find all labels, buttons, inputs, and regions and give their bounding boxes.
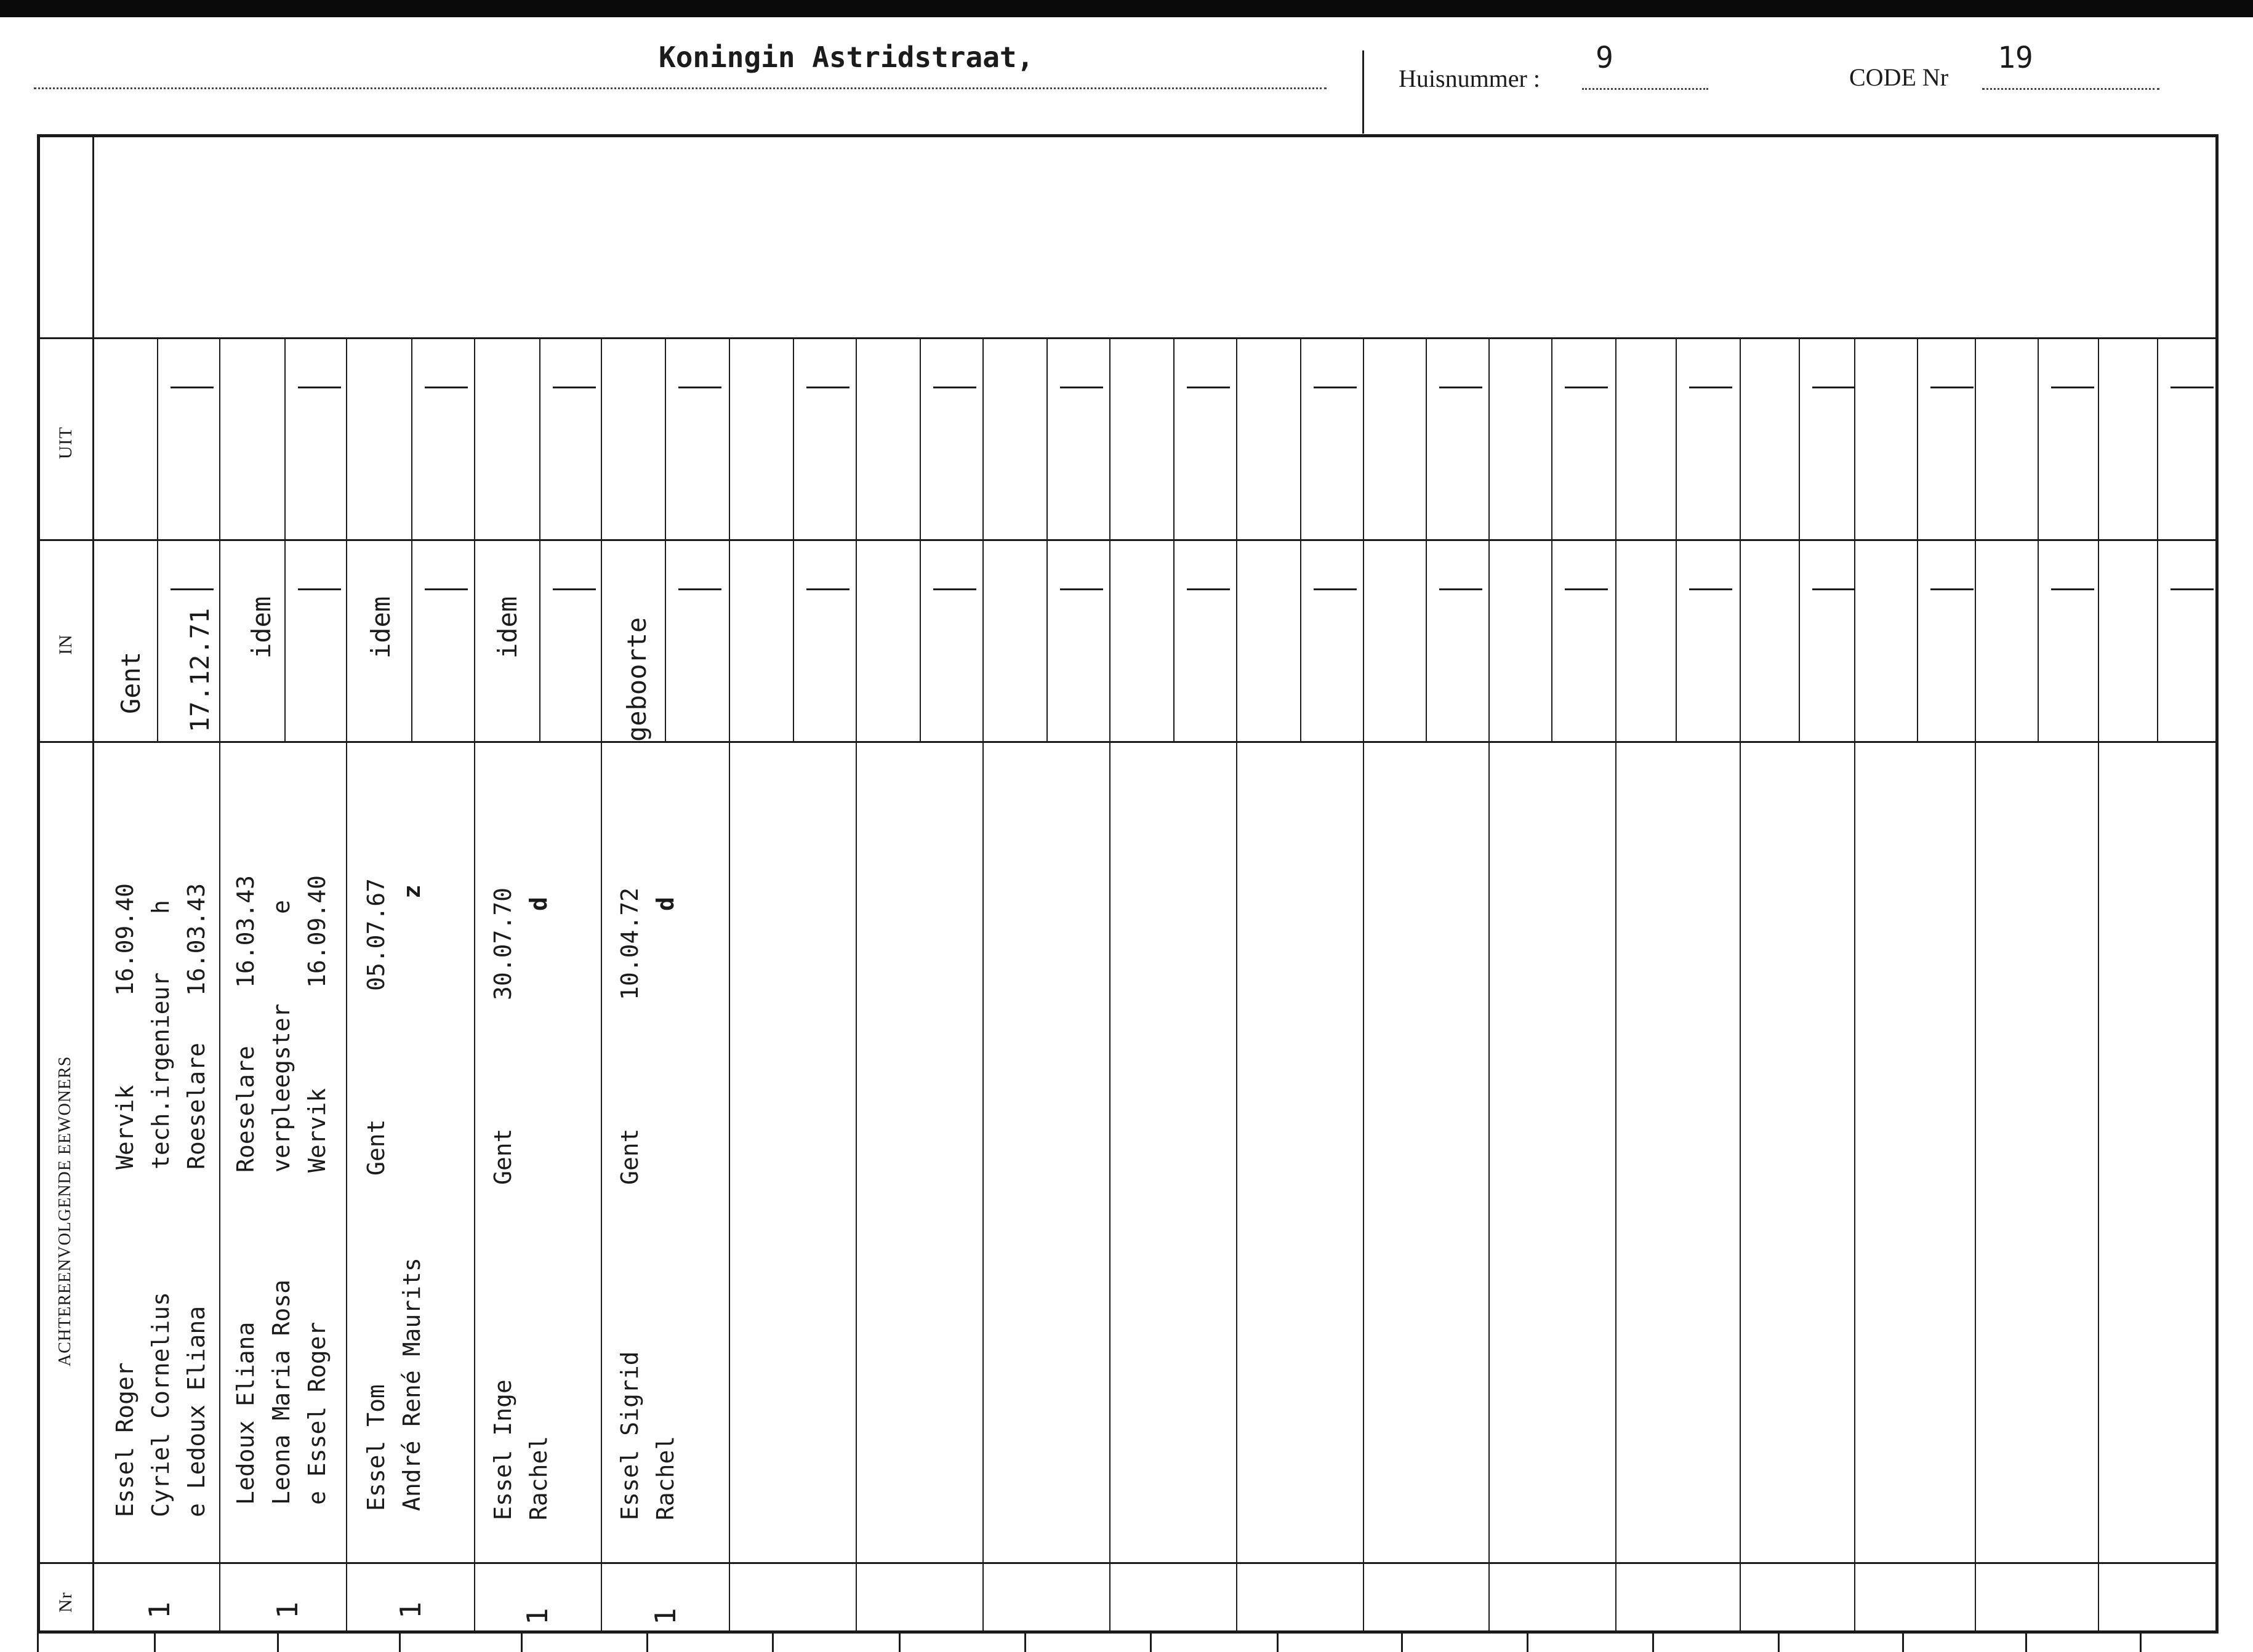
sub-column-divider [1676,337,1677,741]
bottom-tick [1150,1634,1152,1652]
column-divider [1740,337,1741,1632]
dash-mark-uit [1565,387,1608,388]
column-divider [1975,337,1976,1632]
dash-mark-uit [1930,387,1974,388]
bottom-tick [1527,1634,1528,1652]
huisnummer-value: 9 [1596,41,1613,75]
label-sep-1 [38,337,92,339]
dash-mark-uit [1812,387,1855,388]
col5-place-1: Gent [616,1128,643,1185]
col5-name-1: Essel Sigrid [616,1351,643,1520]
bottom-tick [277,1634,279,1652]
col3-place-1: Gent [363,1119,390,1176]
top-border-bar [0,0,2253,17]
col2-place-2: verpleegster [268,1003,295,1173]
label-in: IN [55,634,76,655]
dash-mark-uit [2171,387,2214,388]
col4-name-1: Essel Inge [489,1379,516,1520]
dash-mark-in [425,588,468,590]
col1-extra-2: h [147,900,174,914]
dash-mark-uit [2051,387,2094,388]
code-dotted-line [1982,88,2159,90]
column-divider [1615,337,1616,1632]
bottom-tick [1778,1634,1780,1652]
col4-extra-2: d [525,897,552,911]
column-divider [729,337,730,1632]
dash-mark-uit [1314,387,1357,388]
col1-extra-3: 16.03.43 [183,883,210,996]
col3-extra-1: 05.07.67 [363,878,390,991]
dash-mark-in [298,588,341,590]
dash-mark-uit [298,387,341,388]
dash-mark-in [1439,588,1482,590]
section-line-nr [92,1562,2217,1564]
dash-mark-uit [1689,387,1732,388]
dash-mark-in [1812,588,1855,590]
col2-place-3: Wervik [303,1088,331,1173]
sub-column-divider [1046,337,1048,741]
col3-name-2: André René Maurits [398,1257,425,1511]
col4-extra-1: 30.07.70 [489,887,516,1000]
dash-mark-in [1689,588,1732,590]
bottom-tick [899,1634,901,1652]
col1-name-2: Cyriel Cornelius [147,1291,174,1517]
col4-in-place: idem [492,596,523,659]
column-divider [1109,337,1110,1632]
label-sep-2 [38,539,92,541]
col1-nr: 1 [143,1602,176,1619]
dash-mark-in [1060,588,1103,590]
sub-column-divider [411,337,412,741]
column-divider [2098,337,2099,1632]
col2-nr: 1 [271,1602,304,1619]
col5-in-place: geboorte [622,617,652,742]
label-nr: Nr [55,1592,76,1613]
dash-mark-in [2171,588,2214,590]
sub-column-divider [1426,337,1427,741]
sub-column-divider [1300,337,1301,741]
label-uit: UIT [55,427,76,459]
sub-column-divider [1551,337,1552,741]
col1-in-place: Gent [116,651,146,714]
bottom-tick [1902,1634,1904,1652]
bottom-tick [1652,1634,1654,1652]
dash-mark-in [1930,588,1974,590]
column-divider [346,337,347,1632]
col2-extra-3: 16.09.40 [303,875,331,988]
sub-column-divider [665,337,666,741]
label-bewoners: ACHTEREENVOLGENDE EEWONERS [55,1056,74,1366]
dash-mark-in [678,588,721,590]
sub-column-divider [1173,337,1175,741]
column-divider [1488,337,1490,1632]
sub-column-divider [284,337,286,741]
col1-in-date: 17.12.71 [185,607,215,732]
col1-place-2: tech.irgenieur [147,972,174,1169]
bottom-tick [154,1634,156,1652]
col5-name-2: Rachel [652,1435,679,1520]
col5-extra-2: d [652,897,679,911]
col2-place-1: Roeselare [232,1046,259,1173]
dash-mark-in [1565,588,1608,590]
huisnummer-label: Huisnummer : [1399,65,1540,92]
column-divider [1363,337,1364,1632]
col2-name-1: Ledoux Eliana [232,1321,259,1505]
label-column-divider [92,137,94,1632]
col5-nr: 1 [649,1608,682,1625]
dash-mark-in [1187,588,1230,590]
col2-extra-1: 16.03.43 [232,875,259,988]
column-divider [856,337,857,1632]
col3-extra-2: z [398,884,425,899]
col4-nr: 1 [521,1608,554,1625]
dash-mark-in [171,588,214,590]
col3-name-1: Essel Tom [363,1384,390,1511]
street-name: Koningin Astridstraat, [659,41,1034,74]
dash-mark-in [2051,588,2094,590]
bottom-tick [37,1634,39,1652]
label-sep-4 [38,1562,92,1564]
column-divider [601,337,602,1632]
dash-mark-in [933,588,976,590]
column-divider [982,337,984,1632]
sub-column-divider [1799,337,1800,741]
col3-nr: 1 [394,1602,427,1619]
sub-column-divider [920,337,921,741]
dash-mark-uit [553,387,596,388]
bottom-tick [2025,1634,2027,1652]
dash-mark-uit [1060,387,1103,388]
bottom-tick [521,1634,523,1652]
dash-mark-uit [933,387,976,388]
column-divider [1854,337,1855,1632]
sub-column-divider [793,337,794,741]
code-label: CODE Nr [1849,63,1949,91]
sub-column-divider [2157,337,2158,741]
bottom-tick [1277,1634,1279,1652]
col5-extra-1: 10.04.72 [616,887,643,1000]
dash-mark-uit [425,387,468,388]
bottom-tick [1401,1634,1403,1652]
dash-mark-uit [1439,387,1482,388]
dash-mark-in [553,588,596,590]
col2-name-3: e Essel Roger [303,1321,331,1505]
column-divider [219,337,220,1632]
col4-name-2: Rachel [525,1435,552,1520]
header-divider [1362,50,1364,134]
col1-name-3: e Ledoux Eliana [183,1305,210,1517]
col2-in-place: idem [246,596,276,659]
column-divider [474,337,475,1632]
sub-column-divider [2038,337,2039,741]
bottom-tick [772,1634,774,1652]
col1-place-1: Wervik [111,1085,139,1169]
column-divider [1236,337,1237,1632]
col1-name-1: Essel Roger [111,1362,139,1517]
dash-mark-uit [678,387,721,388]
col1-place-3: Roeselare [183,1043,210,1169]
sub-column-divider [539,337,540,741]
dash-mark-uit [171,387,214,388]
sub-column-divider [1917,337,1918,741]
col4-place-1: Gent [489,1128,516,1185]
col2-name-2: Leona Maria Rosa [268,1279,295,1505]
section-line-bewoners [92,741,2217,743]
bottom-tick [399,1634,401,1652]
code-value: 19 [1998,41,2033,75]
col2-extra-2: e [268,900,295,914]
dash-mark-uit [806,387,849,388]
dash-mark-in [1314,588,1357,590]
col3-in-place: idem [366,596,396,659]
dash-mark-in [806,588,849,590]
bottom-tick [1024,1634,1026,1652]
label-sep-3 [38,741,92,743]
huisnummer-dotted-line [1582,88,1708,90]
street-dotted-line [34,87,1327,89]
dash-mark-uit [1187,387,1230,388]
bottom-tick [646,1634,648,1652]
col1-extra-1: 16.09.40 [111,883,139,996]
sub-column-divider [157,337,158,741]
bottom-tick [2140,1634,2142,1652]
